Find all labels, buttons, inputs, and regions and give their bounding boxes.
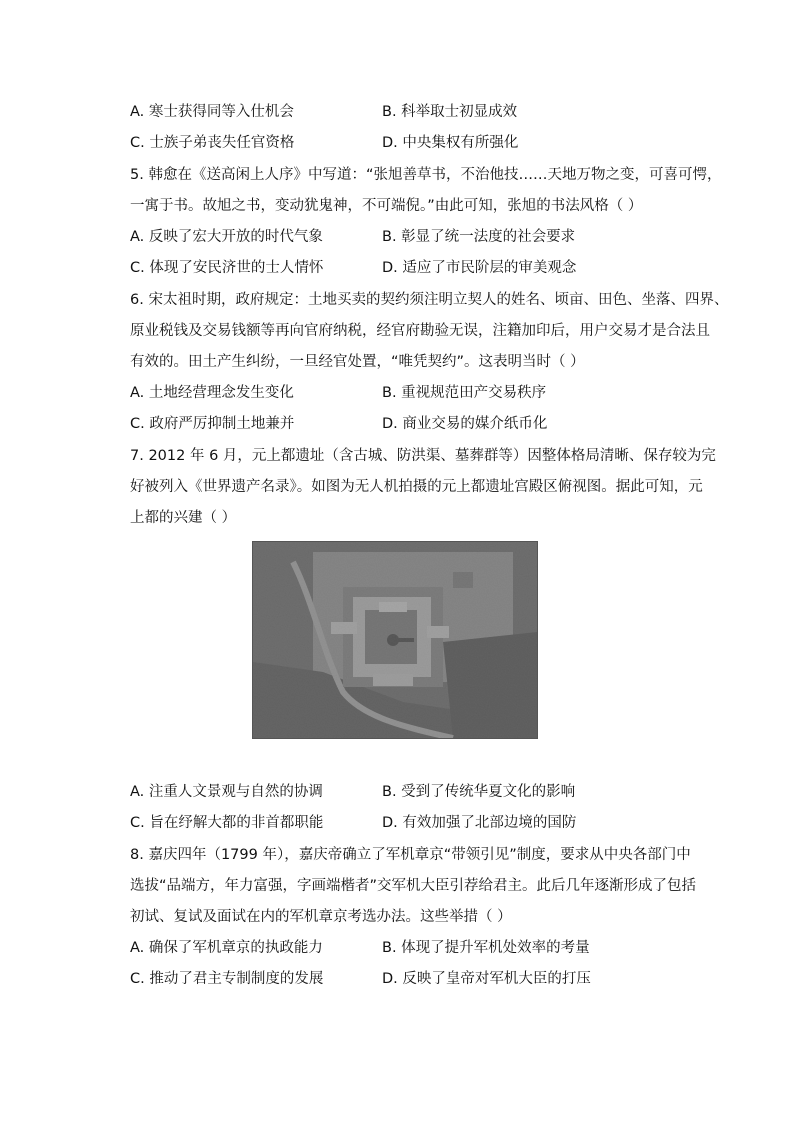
q8-option-b: B. 体现了提升军机处效率的考量 <box>382 940 590 956</box>
q5-option-c: C. 体现了安民济世的士人情怀 <box>130 260 324 276</box>
q5-option-b: B. 彰显了统一法度的社会要求 <box>382 229 576 245</box>
q6-option-c: C. 政府严厉抑制土地兼并 <box>130 416 295 432</box>
q7-option-c: C. 旨在纾解大都的非首都职能 <box>130 815 324 831</box>
q4-option-c: C. 士族子弟丧失任官资格 <box>130 135 295 151</box>
q5-stem-line-2: 一寓于书。故旭之书，变动犹鬼神，不可端倪。”由此可知，张旭的书法风格（ ） <box>130 198 643 214</box>
q6-option-d: D. 商业交易的媒介纸币化 <box>382 416 548 432</box>
q7-option-b: B. 受到了传统华夏文化的影响 <box>382 784 576 800</box>
q7-option-d: D. 有效加强了北部边境的国防 <box>382 815 577 831</box>
q4-option-a: A. 寒士获得同等入仕机会 <box>130 104 294 120</box>
q5-option-a: A. 反映了宏大开放的时代气象 <box>130 229 323 245</box>
q7-stem-line-2: 好被列入《世界遗产名录》。如图为无人机拍摄的元上都遗址宫殿区俯视图。据此可知，元 <box>130 479 703 495</box>
q7-stem-line-1: 7. 2012 年 6 月，元上都遗址（含古城、防洪渠、墓葬群等）因整体格局清晰、保存较为完 <box>130 448 716 464</box>
q4-option-d: D. 中央集权有所强化 <box>382 135 519 151</box>
q8-option-c: C. 推动了君主专制制度的发展 <box>130 971 324 987</box>
q8-stem-line-1: 8. 嘉庆四年（1799 年），嘉庆帝确立了军机章京“带领引见”制度，要求从中央各部门中 <box>130 847 691 863</box>
q6-stem-line-1: 6. 宋太祖时期，政府规定：土地买卖的契约须注明立契人的姓名、顷亩、田色、坐落、四界、 <box>130 292 729 308</box>
q6-option-a: A. 土地经营理念发生变化 <box>130 385 294 401</box>
q8-stem-line-3: 初试、复试及面试在内的军机章京考选办法。这些举措（ ） <box>130 909 512 925</box>
aerial-photo-palace-site <box>252 541 538 739</box>
q8-stem-line-2: 选拔“品端方，年力富强，字画端楷者”交军机大臣引荐给君主。此后几年逐渐形成了包括 <box>130 878 697 894</box>
q4-option-b: B. 科举取士初显成效 <box>382 104 518 120</box>
q7-stem-line-3: 上都的兴建（ ） <box>130 510 237 526</box>
q6-stem-line-3: 有效的。田土产生纠纷，一旦经官处置，“唯凭契约”。这表明当时（ ） <box>130 354 585 370</box>
q7-option-a: A. 注重人文景观与自然的协调 <box>130 784 323 800</box>
q8-option-d: D. 反映了皇帝对军机大臣的打压 <box>382 971 591 987</box>
q6-option-b: B. 重视规范田产交易秩序 <box>382 385 547 401</box>
q8-option-a: A. 确保了军机章京的执政能力 <box>130 940 323 956</box>
q5-option-d: D. 适应了市民阶层的审美观念 <box>382 260 577 276</box>
q6-stem-line-2: 原业税钱及交易钱额等再向官府纳税，经官府勘验无误，注籍加印后，用户交易才是合法且 <box>130 323 710 339</box>
q5-stem-line-1: 5. 韩愈在《送高闲上人序》中写道：“张旭善草书，不治他技……天地万物之变，可喜可愕， <box>130 167 722 183</box>
